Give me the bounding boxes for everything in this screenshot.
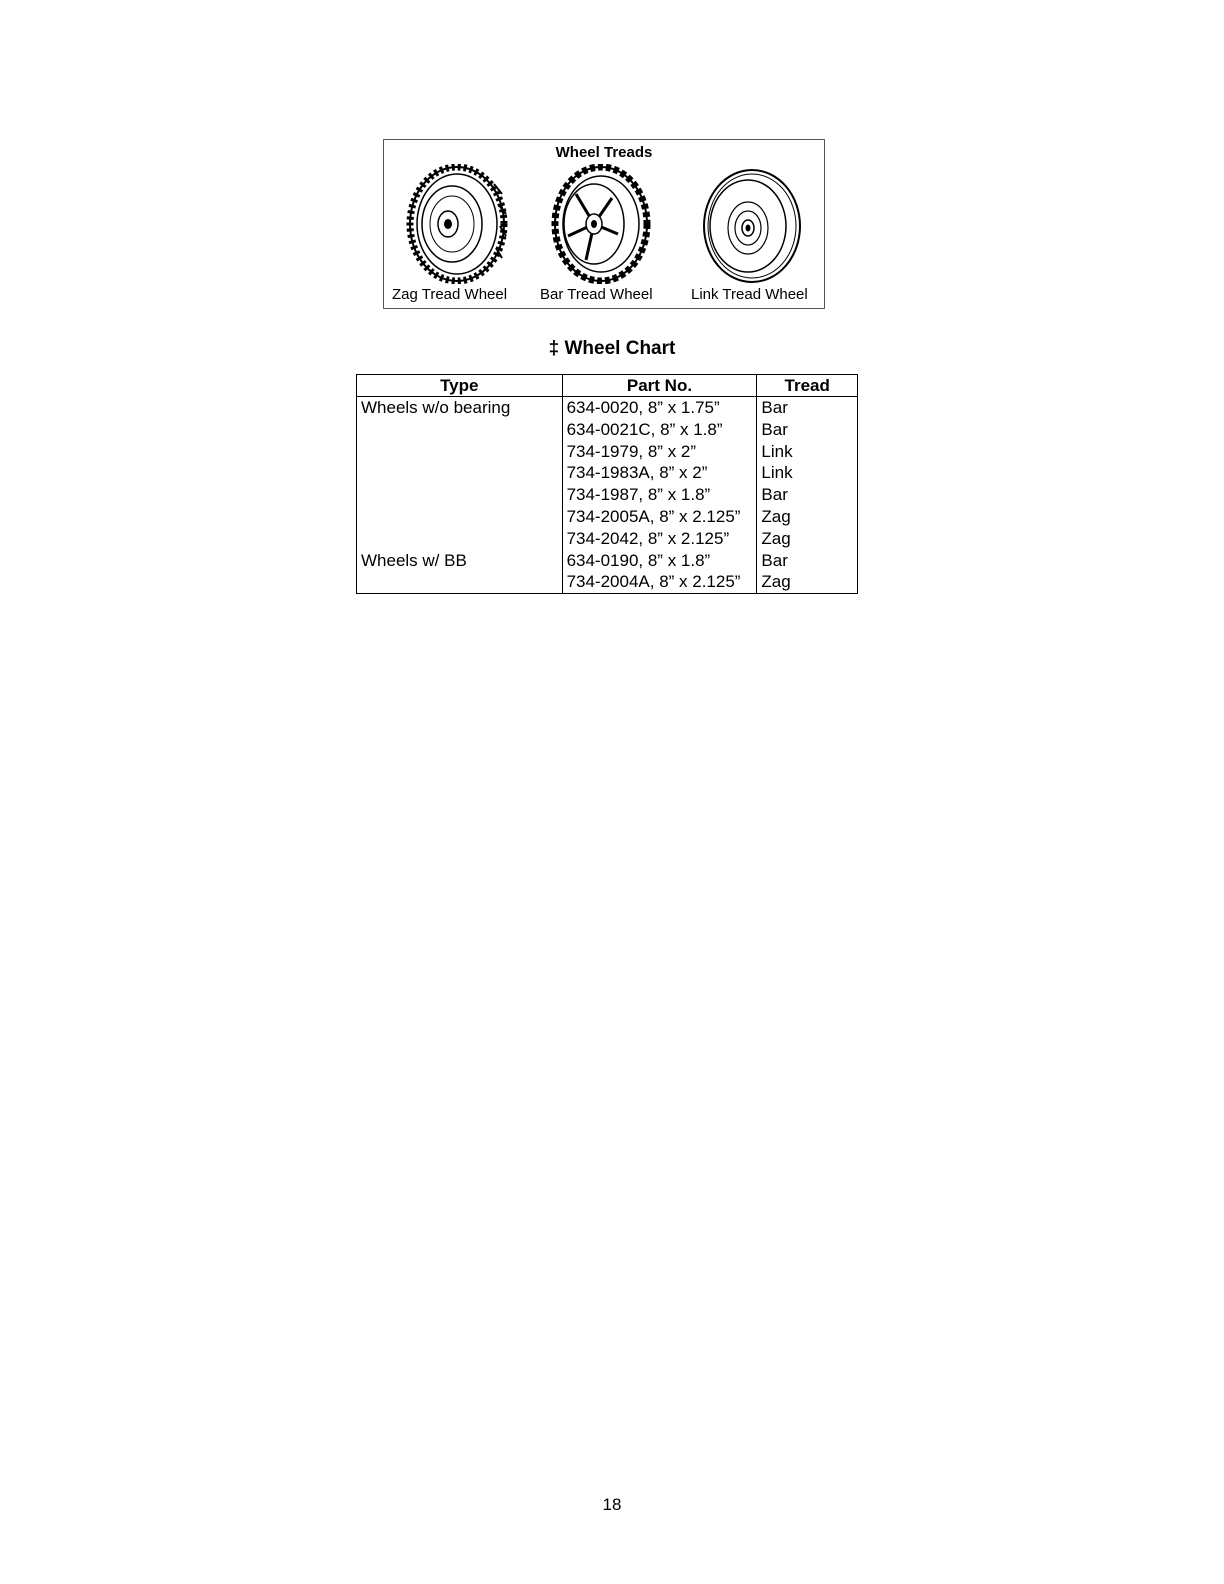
table-row	[357, 550, 858, 572]
cell-part-no: 634-0020, 8” x 1.75”	[562, 397, 757, 419]
link-tread-wheel-icon	[696, 164, 806, 284]
cell-tread: Zag	[757, 528, 858, 550]
cell-part-no: 734-1979, 8” x 2”	[562, 441, 757, 463]
table-row	[357, 397, 858, 419]
cell-type	[357, 484, 563, 506]
header-tread: Tread	[757, 375, 858, 397]
cell-part-no: 634-0021C, 8” x 1.8”	[562, 419, 757, 441]
wheel-chart-table	[356, 374, 858, 594]
table-header-row	[357, 375, 858, 397]
cell-part-no: 734-2004A, 8” x 2.125”	[562, 571, 757, 593]
table-row	[357, 441, 858, 463]
cell-part-no: 734-2005A, 8” x 2.125”	[562, 506, 757, 528]
cell-tread: Zag	[757, 571, 858, 593]
wheel-treads-title: Wheel Treads	[555, 144, 653, 161]
cell-tread: Link	[757, 441, 858, 463]
cell-part-no: 734-1983A, 8” x 2”	[562, 462, 757, 484]
cell-type	[357, 419, 563, 441]
zag-tread-wheel-icon	[402, 164, 512, 284]
cell-type	[357, 571, 563, 593]
header-type: Type	[357, 375, 563, 397]
cell-type	[357, 462, 563, 484]
table-row	[357, 506, 858, 528]
cell-type	[357, 441, 563, 463]
cell-type	[357, 528, 563, 550]
cell-part-no: 734-1987, 8” x 1.8”	[562, 484, 757, 506]
wheel-chart-title: ‡ Wheel Chart	[548, 338, 676, 359]
table-row	[357, 528, 858, 550]
table-row	[357, 484, 858, 506]
cell-tread: Zag	[757, 506, 858, 528]
table-row	[357, 419, 858, 441]
table-row	[357, 571, 858, 593]
cell-tread: Bar	[757, 550, 858, 572]
cell-type: Wheels w/ BB	[357, 550, 563, 572]
cell-part-no: 734-2042, 8” x 2.125”	[562, 528, 757, 550]
cell-type	[357, 506, 563, 528]
cell-part-no: 634-0190, 8” x 1.8”	[562, 550, 757, 572]
wheel-treads-figure	[383, 139, 825, 309]
zag-tread-wheel-caption: Zag Tread Wheel	[392, 286, 508, 303]
cell-tread: Bar	[757, 397, 858, 419]
header-part-no: Part No.	[562, 375, 757, 397]
bar-tread-wheel-caption: Bar Tread Wheel	[540, 286, 653, 303]
table-row	[357, 462, 858, 484]
cell-tread: Link	[757, 462, 858, 484]
cell-tread: Bar	[757, 419, 858, 441]
link-tread-wheel-caption: Link Tread Wheel	[691, 286, 808, 303]
cell-type: Wheels w/o bearing	[357, 397, 563, 419]
cell-tread: Bar	[757, 484, 858, 506]
page-number: 18	[602, 1495, 622, 1514]
bar-tread-wheel-icon	[546, 164, 656, 284]
